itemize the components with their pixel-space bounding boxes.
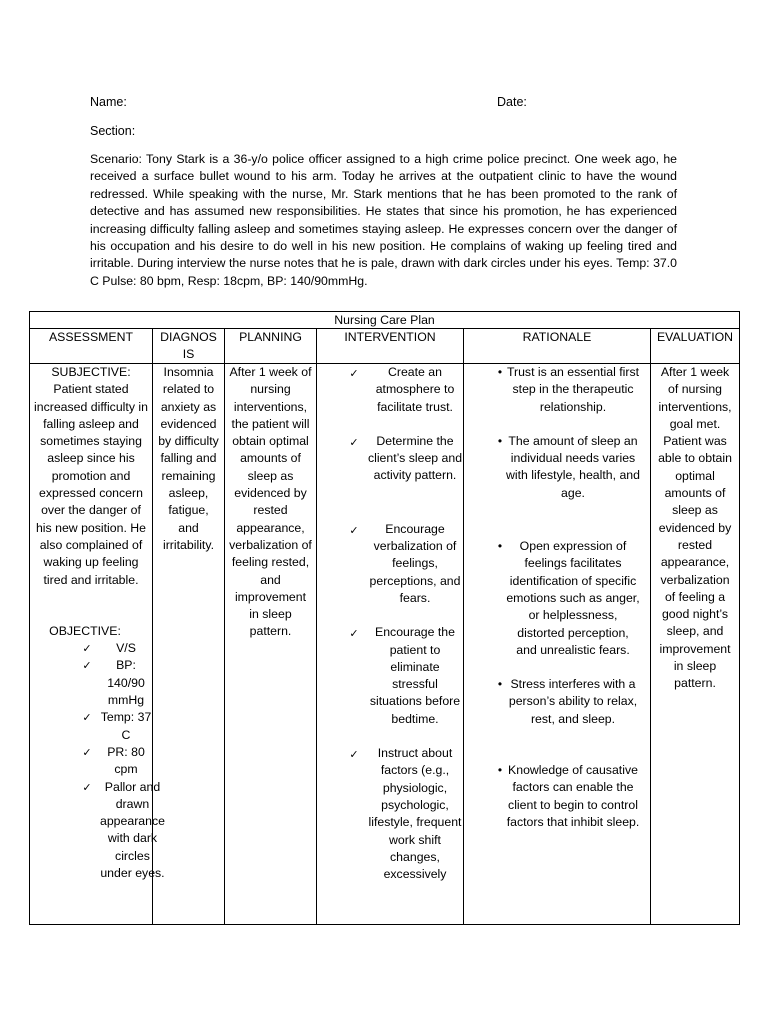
checkmark-icon: ✓: [82, 642, 92, 656]
intervention-cell: [317, 364, 464, 925]
planning-cell: [225, 364, 317, 925]
nursing-care-plan-table: [29, 311, 740, 925]
diagnosis-text: Insomnia related to anxiety as evidenced by difficulty falling and remaining asleep, fatigue, and irritability.: [158, 365, 219, 552]
subjective-label: SUBJECTIVE:: [51, 365, 131, 379]
checkmark-icon: ✓: [349, 748, 359, 762]
assessment-cell: [30, 364, 165, 925]
rationale-item: • Open expression of feelings facilitates identification of specific emotions such as anger, or helplessness, distorted perception, and unrealistic fears.: [464, 538, 650, 659]
checkmark-icon: ✓: [82, 711, 92, 725]
header-diagnosis-label: DIAGNOSIS: [160, 330, 217, 361]
checkmark-icon: ✓: [82, 659, 92, 673]
objective-item: ✓ V/S: [30, 640, 152, 657]
bullet-icon: •: [497, 539, 503, 554]
rationale-item: • Trust is an essential first step in the therapeutic relationship.: [464, 364, 650, 416]
planning-text: After 1 week of nursing interventions, the patient will obtain optimal amounts of sleep as evidenced by rested appearance, verbalization of feeling rested, and improvement in sleep pattern.: [229, 365, 312, 639]
scenario-paragraph: Scenario: Tony Stark is a 36-y/o police officer assigned to a high crime police precinct. One week ago, he received a surface bullet wound to his arm. Today he arrives at the outpatient clinic to have the wound redressed. While speaking with the nurse, Mr. Stark mentions that he has been promoted to the rank of detective and has assumed new responsibilities. He states that since his promotion, he has experienced increasing difficulty falling asleep and sometimes staying asleep. He expresses concern over the danger of his occupation and his desire to do well in his new position. He complains of waking up feeling tired and irritable. During interview the nurse notes that he is pale, drawn with dark circles under his eyes. Temp: 37.0 C Pulse: 80 bpm, Resp: 18cpm, BP: 140/90mmHg.: [90, 152, 677, 288]
header-diagnosis: [153, 329, 225, 364]
rationale-item: • The amount of sleep an individual needs varies with lifestyle, health, and age.: [464, 433, 650, 502]
intervention-item: ✓ Encourage the patient to eliminate stressful situations before bedtime.: [317, 624, 463, 728]
intervention-item: ✓ Create an atmosphere to facilitate trust.: [317, 364, 463, 416]
intervention-item: ✓ Instruct about factors (e.g., physiologic, psychologic, lifestyle, frequent work shift changes, excessively: [317, 745, 463, 883]
evaluation-cell: [651, 364, 740, 925]
section-label: Section:: [90, 124, 136, 138]
intervention-item: ✓ Encourage verbalization of feelings, perceptions, and fears.: [317, 521, 463, 607]
name-label: Name:: [90, 95, 127, 109]
header-planning: PLANNING: [225, 329, 317, 364]
rationale-item: • Knowledge of causative factors can enable the client to begin to control factors that inhibit sleep.: [464, 762, 650, 831]
checkmark-icon: ✓: [349, 627, 359, 641]
checkmark-icon: ✓: [82, 780, 92, 794]
checkmark-icon: ✓: [349, 367, 359, 380]
rationale-item: • Stress interferes with a person’s ability to relax, rest, and sleep.: [464, 676, 650, 728]
bullet-icon: •: [497, 433, 503, 448]
objective-item: ✓ Pallor and drawn appearance with dark circles under eyes.: [30, 779, 152, 883]
checkmark-icon: ✓: [82, 745, 92, 759]
objective-item: ✓ BP: 140/90 mmHg: [30, 657, 152, 709]
objective-item: ✓ Temp: 37 C: [30, 709, 152, 744]
objective-item: ✓ PR: 80 cpm: [30, 744, 152, 779]
table-caption: Nursing Care Plan: [30, 312, 740, 329]
intervention-item: ✓ Determine the client’s sleep and activity pattern.: [317, 433, 463, 485]
checkmark-icon: ✓: [349, 435, 359, 449]
bullet-icon: •: [497, 763, 503, 778]
header-rationale: RATIONALE: [464, 329, 651, 364]
objective-label: OBJECTIVE:: [49, 623, 121, 638]
date-label: Date:: [497, 95, 527, 109]
header-assessment: ASSESSMENT: [30, 329, 153, 364]
bullet-icon: •: [497, 677, 503, 692]
scenario-text: [90, 151, 677, 290]
evaluation-text: After 1 week of nursing interventions, goal met. Patient was able to obtain optimal amounts of sleep as evidenced by rested appearance, verbalization of feeling a good night’s sleep, and improvement in sleep pattern.: [658, 365, 732, 691]
checkmark-icon: ✓: [349, 523, 359, 537]
header-evaluation: EVALUATION: [651, 329, 740, 364]
subjective-text: Patient stated increased difficulty in falling asleep and sometimes staying asleep since his promotion and expressed concern over the danger of his new position. He also complained of waking up feeling tired and irritable.: [34, 382, 148, 587]
bullet-icon: •: [497, 365, 503, 379]
header-intervention: INTERVENTION: [317, 329, 464, 364]
rationale-cell: [464, 364, 651, 925]
